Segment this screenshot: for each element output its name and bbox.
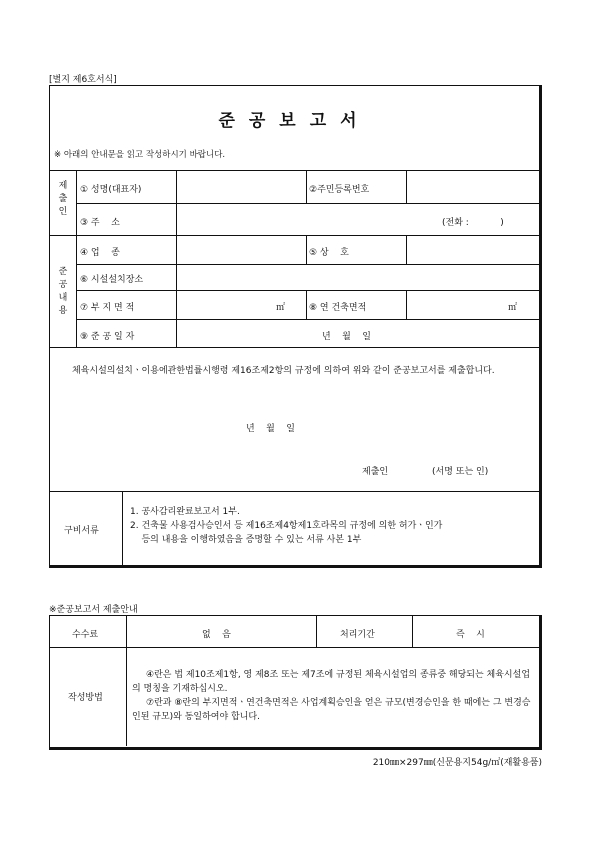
submission-guide (49, 615, 542, 750)
trade-name-label: ⑤ 상 호 (309, 248, 349, 258)
site-area-unit: ㎡ (276, 303, 286, 313)
guide-title: ※준공보고서 제출안내 (49, 605, 138, 615)
documents-label: 구비서류 (64, 526, 99, 536)
completion-date-label: ⑨ 준 공 일 자 (80, 332, 135, 342)
form-title: 준공보고서 (218, 111, 371, 131)
facility-location-label: ⑥ 시설설치장소 (80, 275, 144, 285)
documents-list (130, 505, 442, 547)
form-label: [별지 제6호서식] (49, 75, 117, 85)
signature-field[interactable]: (서명 또는 인) (432, 467, 489, 477)
paper-spec-footer: 210㎜×297㎜(신문용지54g/㎡(재활용품) (372, 758, 542, 768)
completion-section-label: 준 공 내 용 (58, 267, 68, 316)
business-type-label: ④ 업 종 (80, 248, 120, 258)
rrn-field[interactable] (411, 177, 533, 199)
document-item: 2. 건축물 사용검사승인서 등 제16조제4항제1호라목의 규정에 의한 허가ㆍ인가 (130, 521, 443, 531)
trade-name-field[interactable] (411, 240, 533, 260)
period-value: 즉 시 (456, 630, 485, 640)
facility-location-field[interactable] (181, 268, 531, 288)
fee-value: 없 음 (202, 630, 231, 640)
fee-label: 수수료 (72, 630, 99, 640)
period-label: 처리기간 (340, 630, 375, 640)
statement-date[interactable]: 년 월 일 (246, 424, 295, 434)
method-line: ④란은 법 제10조제1항, 영 제8조 또는 제7조에 규정된 체육시설업의 종류중 해당되는 체육시설업의 명칭을 기재하십시오. (132, 670, 531, 694)
applicant-section-label: 제 출 인 (58, 181, 68, 217)
phone-label: (전화 : ) (442, 218, 504, 228)
document-item: 1. 공사감리완료보고서 1부. (130, 507, 240, 517)
name-label: ① 성명(대표자) (80, 185, 142, 195)
site-area-label: ⑦ 부 지 면 적 (80, 303, 135, 313)
submitter-label: 제출인 (362, 467, 389, 477)
method-text (132, 668, 537, 724)
document-item: 등의 내용을 이행하였음을 증명할 수 있는 서류 사본 1부 (130, 535, 362, 545)
address-field[interactable] (181, 209, 431, 231)
method-line: ⑦란과 ⑧란의 부지면적ㆍ연건축면적은 사업계획승인을 얻은 규모(변경승인을 한 때에는 그 변경승인된 규모)와 동일하여야 합니다. (132, 698, 531, 722)
name-field[interactable] (181, 177, 303, 199)
completion-date-field[interactable]: 년 월 일 (322, 332, 371, 342)
rrn-label: ②주민등록번호 (309, 185, 370, 195)
address-label: ③ 주 소 (80, 218, 120, 228)
report-form (49, 85, 542, 568)
notice-text: ※ 아래의 안내문을 읽고 작성하시기 바랍니다. (54, 150, 226, 160)
method-label: 작성방법 (68, 693, 103, 703)
statement-text: 체육시설의설치ㆍ이용에관한법률시행령 제16조제2항의 규정에 의하여 위와 같이 준공보고서를 제출합니다. (72, 366, 495, 376)
business-type-field[interactable] (181, 240, 303, 260)
floor-area-label: ⑧ 연 건축면적 (309, 303, 367, 313)
floor-area-unit: ㎡ (508, 303, 518, 313)
